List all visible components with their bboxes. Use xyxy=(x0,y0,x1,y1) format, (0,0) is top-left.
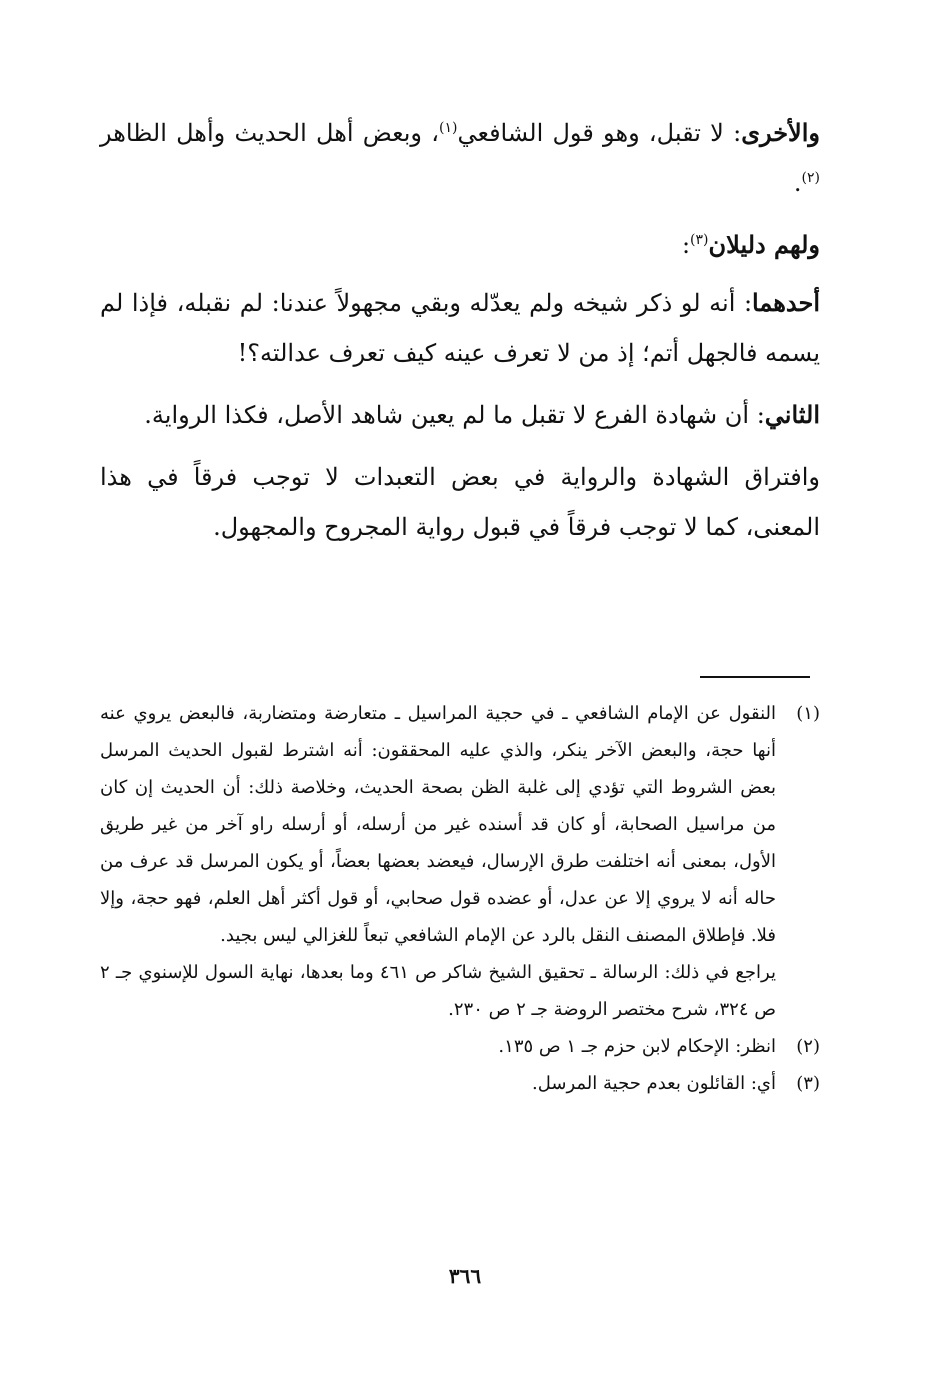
paragraph-2-lead: ولهم دليلان xyxy=(708,230,820,259)
paragraph-1 xyxy=(100,108,820,208)
footnote-1-continuation: يراجع في ذلك: الرسالة ـ تحقيق الشيخ شاكر ص ٤٦١ وما بعدها، نهاية السول للإسنوي جـ ٢ ص ٣٢٤، شرح مختصر الروضة جـ ٢ ص ٢٣٠. xyxy=(100,962,776,1020)
paragraph-4-lead: الثاني xyxy=(764,400,820,429)
footnote-2 xyxy=(100,1028,820,1065)
paragraph-1-text-a: : لا تقبل، وهو قول الشافعي xyxy=(457,119,742,147)
footnote-ref-1: (١) xyxy=(439,120,458,136)
paragraph-1-text-b: ، وبعض أهل الحديث وأهل الظاهر xyxy=(100,119,440,147)
footnote-ref-2: (٢) xyxy=(801,170,820,186)
footnote-1 xyxy=(100,695,820,954)
main-text xyxy=(100,108,820,564)
paragraph-1-end: . xyxy=(793,169,802,197)
paragraph-1-lead: والأخرى xyxy=(741,118,820,147)
page-number: ٣٦٦ xyxy=(448,1264,482,1288)
paragraph-4-text: : أن شهادة الفرع لا تقبل ما لم يعين شاهد الأصل، فكذا الرواية. xyxy=(144,401,765,429)
paragraph-3-lead: أحدهما xyxy=(752,288,820,317)
footnote-3 xyxy=(100,1065,820,1102)
footnotes xyxy=(100,695,820,1102)
paragraph-2-end: : xyxy=(681,231,691,259)
footnote-ref-3: (٣) xyxy=(690,232,709,248)
paragraph-5 xyxy=(100,452,820,552)
footnote-separator xyxy=(700,676,810,678)
paragraph-5-text: وافتراق الشهادة والرواية في بعض التعبدات لا توجب فرقاً في هذا المعنى، كما لا توجب فرقاً في قبول رواية المجروح والمجهول. xyxy=(100,463,820,541)
footnote-1-text: النقول عن الإمام الشافعي ـ في حجية المراسيل ـ متعارضة ومتضاربة، فالبعض يروي عنه أنها حجة، والبعض الآخر ينكر، والذي عليه المحققون: أنه اشترط لقبول الحديث المرسل بعض الشروط التي تؤدي إلى غلبة الظن بصحة الحديث، وخلاصة ذلك: أن الحديث إن كان من مراسيل الصحابة، أو كان قد أسنده غير من أرسله، أو أرسله راو آخر من غير طريق الأول، بمعنى أنه اختلفت طرق الإرسال، فيعضد بعضها بعضاً، أو يكون المرسل قد عرف من حاله أنه لا يروي إلا عن عدل، أو عضده قول صحابي، أو قول أكثر أهل العلم، فهو حجة، وإلا فلا. فإطلاق المصنف النقل بالرد عن الإمام الشافعي تبعاً للغزالي ليس بجيد. xyxy=(100,703,776,946)
paragraph-3 xyxy=(100,278,820,378)
footnote-1-number: (١) xyxy=(796,703,820,724)
footnote-2-text: انظر: الإحكام لابن حزم جـ ١ ص ١٣٥. xyxy=(498,1036,776,1057)
paragraph-4 xyxy=(100,390,820,440)
paragraph-3-text: : أنه لو ذكر شيخه ولم يعدّله وبقي مجهولاً عندنا: لم نقبله، فإذا لم يسمه فالجهل أتم؛ إذ من لا تعرف عينه كيف تعرف عدالته؟! xyxy=(100,289,820,367)
footnote-3-number: (٣) xyxy=(796,1073,820,1094)
paragraph-2 xyxy=(100,220,820,270)
footnote-3-text: أي: القائلون بعدم حجية المرسل. xyxy=(532,1073,776,1094)
footnote-2-number: (٢) xyxy=(796,1036,820,1057)
